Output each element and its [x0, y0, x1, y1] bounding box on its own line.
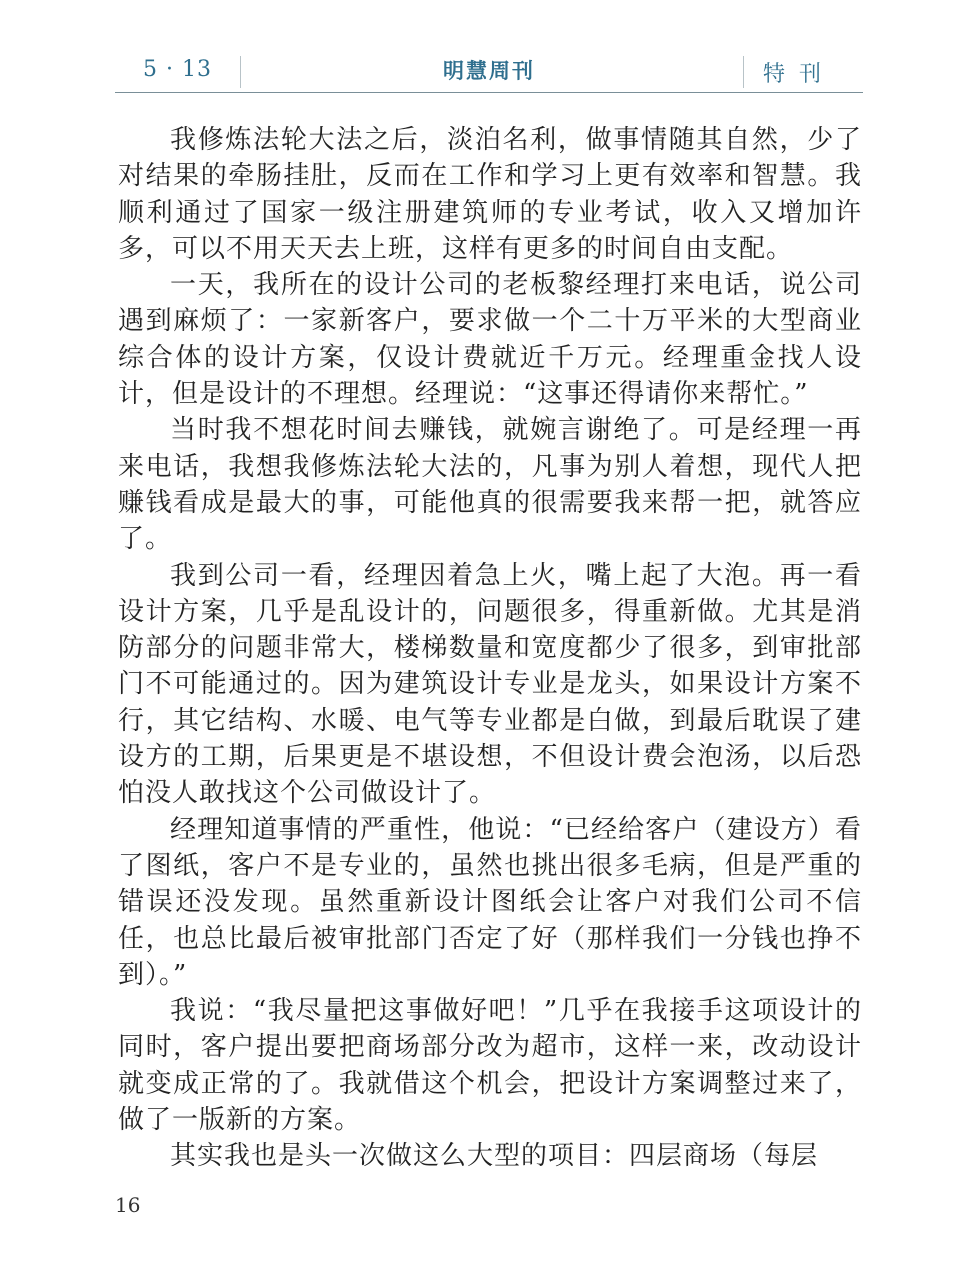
running-header [115, 52, 863, 93]
section-label: 特刊 [763, 62, 836, 87]
paragraph-3: 当时我不想花时间去赚钱，就婉言谢绝了。可是经理一再来电话，我想我修炼法轮大法的，凡事为别人着想，现代人把赚钱看成是最大的事，可能他真的很需要我来帮一把，就答应了。 [118, 415, 862, 555]
publication-title: 明慧周刊 [443, 59, 535, 83]
paragraph-2: 一天，我所在的设计公司的老板黎经理打来电话，说公司遇到麻烦了：一家新客户，要求做一个二十万平米的大型商业综合体的设计方案，仅设计费就近千万元。经理重金找人设计，但是设计的不理想。经理说：“这事还得请你来帮忙。” [118, 270, 862, 410]
issue-date: 5 · 13 [143, 57, 212, 82]
paragraph-4: 我到公司一看，经理因着急上火，嘴上起了大泡。再一看设计方案，几乎是乱设计的，问题很多，得重新做。尤其是消防部分的问题非常大，楼梯数量和宽度都少了很多，到审批部门不可能通过的。因为建筑设计专业是龙头，如果设计方案不行，其它结构、水暖、电气等专业都是白做，到最后耽误了建设方的工期，后果更是不堪设想，不但设计费会泡汤，以后恐怕没人敢找这个公司做设计了。 [118, 560, 862, 809]
paragraph-1: 我修炼法轮大法之后，淡泊名利，做事情随其自然，少了对结果的牵肠挂肚，反而在工作和学习上更有效率和智慧。我顺利通过了国家一级注册建筑师的专业考试，收入又增加许多，可以不用天天去上班，这样有更多的时间自由支配。 [118, 125, 862, 264]
article-body [118, 122, 862, 1175]
paragraph-5: 经理知道事情的严重性，他说：“已经给客户（建设方）看了图纸，客户不是专业的，虽然也挑出很多毛病，但是严重的错误还没发现。虽然重新设计图纸会让客户对我们公司不信任，也总比最后被审批部门否定了好（那样我们一分钱也挣不到）。” [118, 814, 862, 990]
page-number: 16 [115, 1193, 141, 1217]
paragraph-7: 其实我也是头一次做这么大型的项目：四层商场（每层 [170, 1141, 819, 1172]
paragraph-6: 我说：“我尽量把这事做好吧！”几乎在我接手这项设计的同时，客户提出要把商场部分改为超市，这样一来，改动设计就变成正常的了。我就借这个机会，把设计方案调整过来了，做了一版新的方案。 [118, 996, 862, 1136]
header-divider-right [743, 56, 744, 88]
